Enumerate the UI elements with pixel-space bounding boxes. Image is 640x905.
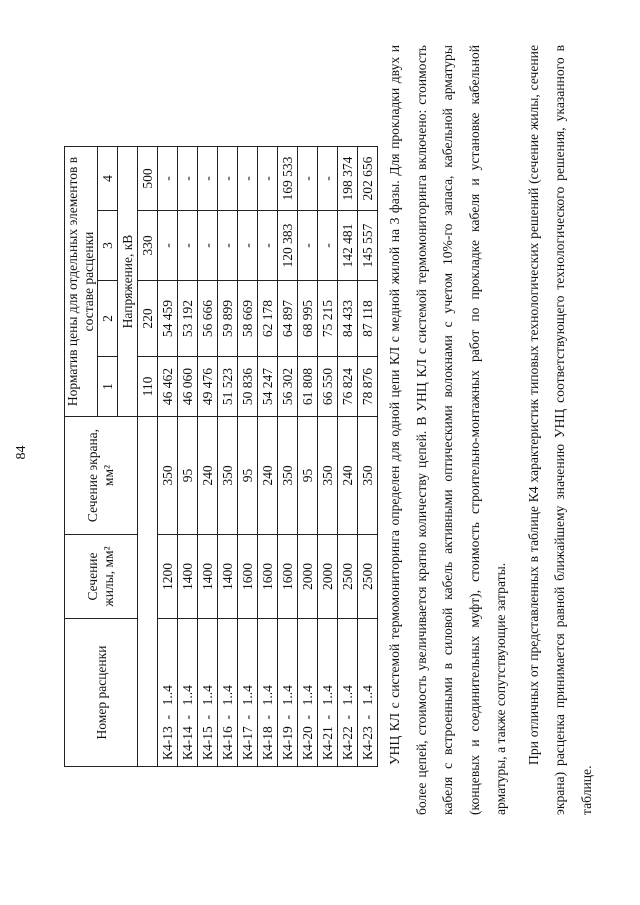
row-price-500: - — [258, 147, 278, 211]
row-code: К4-15-1..4 — [198, 619, 218, 767]
row-screen-section: 95 — [298, 417, 318, 535]
row-code: К4-14-1..4 — [178, 619, 198, 767]
row-price-330: - — [238, 211, 258, 281]
row-price-220: 62 178 — [258, 281, 278, 357]
row-price-500: - — [298, 147, 318, 211]
table-row — [318, 147, 338, 767]
row-screen-section: 350 — [278, 417, 298, 535]
row-core-section: 1200 — [158, 535, 178, 619]
row-code: К4-21-1..4 — [318, 619, 338, 767]
row-price-500: - — [218, 147, 238, 211]
row-price-330: 145 557 — [358, 211, 378, 281]
row-price-220: 54 459 — [158, 281, 178, 357]
row-price-110: 46 462 — [158, 357, 178, 417]
row-core-section: 1600 — [258, 535, 278, 619]
table-row — [198, 147, 218, 767]
row-screen-section: 350 — [318, 417, 338, 535]
table-row — [258, 147, 278, 767]
row-screen-section: 350 — [158, 417, 178, 535]
row-price-220: 58 669 — [238, 281, 258, 357]
row-price-500: - — [158, 147, 178, 211]
row-screen-section: 350 — [358, 417, 378, 535]
table-row — [358, 147, 378, 767]
row-core-section: 2500 — [358, 535, 378, 619]
header-col-4: 4 — [98, 147, 118, 211]
row-price-110: 50 836 — [238, 357, 258, 417]
body-text — [382, 45, 600, 815]
row-price-110: 61 808 — [298, 357, 318, 417]
header-screen-section: Сечение экрана, мм² — [65, 417, 138, 535]
row-price-500: - — [318, 147, 338, 211]
header-norms-group: Норматив цены для отдельных элементов в составе расценки — [65, 147, 98, 417]
header-blank — [138, 417, 158, 767]
header-code: Номер расценки — [65, 619, 138, 767]
row-price-220: 56 666 — [198, 281, 218, 357]
paragraph-1: УНЦ КЛ с системой термомониторинга определен для одной цепи КЛ с медной жилой на 3 фазы. Для прокладки двух и более цепей, стоимость увеличивается кратно количеству цепей. В УНЦ КЛ с системой термомониторинга включено: стоимость кабеля с встроенными в силовой кабель активными оптическими волокнами с учетом 10%-го запаса, кабельной арматуры (концевых и соединительных муфт), стоимость строительно-монтажных работ по прокладке кабеля и установке кабельной арматуры, а также сопутствующие затраты. — [387, 45, 508, 815]
row-price-500: 169 533 — [278, 147, 298, 211]
row-core-section: 2000 — [318, 535, 338, 619]
table-body — [158, 147, 378, 767]
header-col-2: 2 — [98, 281, 118, 357]
row-price-110: 56 302 — [278, 357, 298, 417]
row-screen-section: 95 — [238, 417, 258, 535]
row-price-110: 76 824 — [338, 357, 358, 417]
row-price-110: 51 523 — [218, 357, 238, 417]
header-voltage-500: 500 — [138, 147, 158, 211]
row-code: К4-16-1..4 — [218, 619, 238, 767]
row-price-500: - — [238, 147, 258, 211]
row-price-110: 66 550 — [318, 357, 338, 417]
row-core-section: 1400 — [198, 535, 218, 619]
row-price-330: 120 383 — [278, 211, 298, 281]
row-price-330: - — [178, 211, 198, 281]
row-price-330: - — [298, 211, 318, 281]
row-price-110: 46 060 — [178, 357, 198, 417]
row-price-500: 202 656 — [358, 147, 378, 211]
price-table — [64, 146, 378, 767]
table-row — [338, 147, 358, 767]
table-row — [278, 147, 298, 767]
row-price-330: - — [318, 211, 338, 281]
row-price-220: 84 433 — [338, 281, 358, 357]
row-price-330: 142 481 — [338, 211, 358, 281]
row-core-section: 1600 — [278, 535, 298, 619]
row-price-330: - — [258, 211, 278, 281]
row-price-110: 49 476 — [198, 357, 218, 417]
table-row — [298, 147, 318, 767]
row-price-500: - — [178, 147, 198, 211]
table-row — [238, 147, 258, 767]
row-price-330: - — [198, 211, 218, 281]
row-code: К4-23-1..4 — [358, 619, 378, 767]
row-core-section: 2500 — [338, 535, 358, 619]
header-voltage-220: 220 — [138, 281, 158, 357]
page-number: 84 — [14, 445, 29, 460]
row-core-section: 1400 — [218, 535, 238, 619]
row-core-section: 1400 — [178, 535, 198, 619]
row-price-330: - — [158, 211, 178, 281]
table-row — [218, 147, 238, 767]
row-code: К4-13-1..4 — [158, 619, 178, 767]
row-price-330: - — [218, 211, 238, 281]
row-screen-section: 240 — [338, 417, 358, 535]
row-screen-section: 240 — [258, 417, 278, 535]
header-col-3: 3 — [98, 211, 118, 281]
header-core-section: Сечение жилы, мм² — [65, 535, 138, 619]
row-code: К4-19-1..4 — [278, 619, 298, 767]
row-price-110: 54 247 — [258, 357, 278, 417]
row-price-220: 64 897 — [278, 281, 298, 357]
header-voltage-110: 110 — [138, 357, 158, 417]
row-price-220: 59 899 — [218, 281, 238, 357]
paragraph-2: При отличных от представленных в таблице К4 характеристик типовых технологических решений (сечение жилы, сечение экрана) расценка принимается равной ближайшему значению УНЦ соответствующего технологического решения, указанного в таблице. — [525, 45, 594, 815]
row-price-220: 53 192 — [178, 281, 198, 357]
header-col-1: 1 — [98, 357, 118, 417]
row-price-500: - — [198, 147, 218, 211]
row-code: К4-17-1..4 — [238, 619, 258, 767]
row-price-220: 75 215 — [318, 281, 338, 357]
row-core-section: 2000 — [298, 535, 318, 619]
row-price-110: 78 876 — [358, 357, 378, 417]
row-screen-section: 350 — [218, 417, 238, 535]
table-row — [178, 147, 198, 767]
row-screen-section: 240 — [198, 417, 218, 535]
row-code: К4-22-1..4 — [338, 619, 358, 767]
row-core-section: 1600 — [238, 535, 258, 619]
row-code: К4-18-1..4 — [258, 619, 278, 767]
row-screen-section: 95 — [178, 417, 198, 535]
row-code: К4-20-1..4 — [298, 619, 318, 767]
header-voltage-330: 330 — [138, 211, 158, 281]
table-row — [158, 147, 178, 767]
row-price-500: 198 374 — [338, 147, 358, 211]
row-price-220: 68 995 — [298, 281, 318, 357]
row-price-220: 87 118 — [358, 281, 378, 357]
header-voltage: Напряжение, кВ — [118, 147, 138, 417]
